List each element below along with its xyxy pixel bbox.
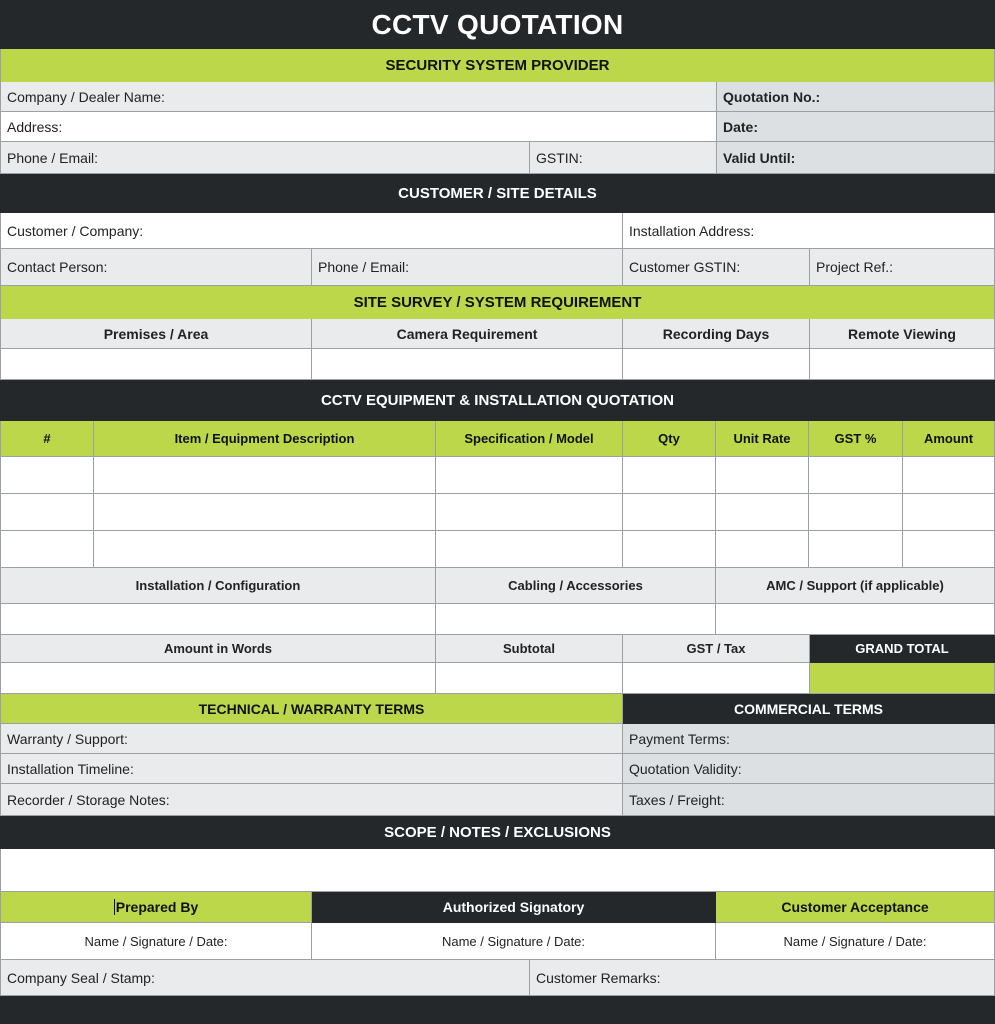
equipment-heading: CCTV EQUIPMENT & INSTALLATION QUOTATION: [0, 380, 995, 421]
equip-cell[interactable]: [903, 494, 995, 531]
grand-total-input[interactable]: [810, 663, 995, 694]
authorized-sign-field[interactable]: Name / Signature / Date:: [312, 923, 716, 960]
gst-tax-label: GST / Tax: [623, 635, 810, 663]
extras-col-cabling: Cabling / Accessories: [436, 568, 716, 604]
survey-remote-input[interactable]: [810, 349, 995, 380]
equip-cell[interactable]: [809, 494, 903, 531]
contact-person-field[interactable]: Contact Person:: [0, 249, 312, 286]
survey-col-premises: Premises / Area: [0, 319, 312, 349]
survey-camera-input[interactable]: [312, 349, 623, 380]
company-dealer-name-field[interactable]: Company / Dealer Name:: [0, 82, 717, 112]
technical-terms-heading: TECHNICAL / WARRANTY TERMS: [0, 694, 623, 724]
equip-col-specification: Specification / Model: [436, 421, 623, 457]
valid-until-field[interactable]: Valid Until:: [717, 142, 995, 174]
payment-terms-field[interactable]: Payment Terms:: [623, 724, 995, 754]
customer-acceptance-heading: Customer Acceptance: [716, 892, 995, 923]
acceptance-sign-field[interactable]: Name / Signature / Date:: [716, 923, 995, 960]
text-cursor: [114, 899, 115, 915]
equip-cell[interactable]: [623, 494, 716, 531]
page-title: CCTV QUOTATION: [0, 0, 995, 49]
survey-col-camera: Camera Requirement: [312, 319, 623, 349]
customer-phone-email-field[interactable]: Phone / Email:: [312, 249, 623, 286]
equip-col-number: #: [0, 421, 94, 457]
amount-in-words-input[interactable]: [0, 663, 436, 694]
equip-cell[interactable]: [436, 457, 623, 494]
equip-cell[interactable]: [716, 531, 809, 568]
provider-heading: SECURITY SYSTEM PROVIDER: [0, 49, 995, 82]
grand-total-label: GRAND TOTAL: [810, 635, 995, 663]
amount-in-words-label: Amount in Words: [0, 635, 436, 663]
prepared-by-heading[interactable]: [0, 892, 312, 923]
table-row: [0, 494, 995, 531]
prepared-by-label: Prepared By: [115, 899, 199, 915]
equip-cell[interactable]: [94, 531, 436, 568]
customer-heading: CUSTOMER / SITE DETAILS: [0, 174, 995, 213]
equip-cell[interactable]: [903, 531, 995, 568]
equip-col-qty: Qty: [623, 421, 716, 457]
installation-input[interactable]: [0, 604, 436, 635]
equip-col-gst: GST %: [809, 421, 903, 457]
date-field[interactable]: Date:: [717, 112, 995, 142]
survey-col-recording: Recording Days: [623, 319, 810, 349]
customer-company-field[interactable]: Customer / Company:: [0, 213, 623, 249]
authorized-signatory-heading: Authorized Signatory: [312, 892, 716, 923]
table-row: [0, 531, 995, 568]
customer-gstin-field[interactable]: Customer GSTIN:: [623, 249, 810, 286]
prepared-by-sign-field[interactable]: Name / Signature / Date:: [0, 923, 312, 960]
gst-tax-input[interactable]: [623, 663, 810, 694]
equip-col-description: Item / Equipment Description: [94, 421, 436, 457]
customer-remarks-field[interactable]: Customer Remarks:: [530, 960, 995, 996]
commercial-terms-heading: COMMERCIAL TERMS: [623, 694, 995, 724]
equip-col-amount: Amount: [903, 421, 995, 457]
equip-cell[interactable]: [0, 531, 94, 568]
quotation-no-field[interactable]: Quotation No.:: [717, 82, 995, 112]
equip-cell[interactable]: [94, 457, 436, 494]
provider-gstin-field[interactable]: GSTIN:: [530, 142, 717, 174]
extras-col-installation: Installation / Configuration: [0, 568, 436, 604]
provider-phone-email-field[interactable]: Phone / Email:: [0, 142, 530, 174]
warranty-support-field[interactable]: Warranty / Support:: [0, 724, 623, 754]
survey-recording-input[interactable]: [623, 349, 810, 380]
subtotal-label: Subtotal: [436, 635, 623, 663]
equip-cell[interactable]: [623, 457, 716, 494]
equip-cell[interactable]: [0, 494, 94, 531]
equip-cell[interactable]: [716, 494, 809, 531]
scope-notes-input[interactable]: [0, 849, 995, 892]
footer-bar: [0, 996, 995, 1024]
equip-cell[interactable]: [809, 531, 903, 568]
equip-cell[interactable]: [716, 457, 809, 494]
survey-col-remote: Remote Viewing: [810, 319, 995, 349]
equip-cell[interactable]: [0, 457, 94, 494]
table-row: [0, 457, 995, 494]
survey-premises-input[interactable]: [0, 349, 312, 380]
recorder-storage-field[interactable]: Recorder / Storage Notes:: [0, 784, 623, 816]
equip-cell[interactable]: [809, 457, 903, 494]
cabling-input[interactable]: [436, 604, 716, 635]
amc-input[interactable]: [716, 604, 995, 635]
address-field[interactable]: Address:: [0, 112, 717, 142]
survey-heading: SITE SURVEY / SYSTEM REQUIREMENT: [0, 286, 995, 319]
installation-address-field[interactable]: Installation Address:: [623, 213, 995, 249]
scope-heading: SCOPE / NOTES / EXCLUSIONS: [0, 816, 995, 849]
company-seal-field[interactable]: Company Seal / Stamp:: [0, 960, 530, 996]
quotation-validity-field[interactable]: Quotation Validity:: [623, 754, 995, 784]
taxes-freight-field[interactable]: Taxes / Freight:: [623, 784, 995, 816]
installation-timeline-field[interactable]: Installation Timeline:: [0, 754, 623, 784]
project-ref-field[interactable]: Project Ref.:: [810, 249, 995, 286]
equip-cell[interactable]: [903, 457, 995, 494]
equip-cell[interactable]: [94, 494, 436, 531]
equip-cell[interactable]: [436, 531, 623, 568]
subtotal-input[interactable]: [436, 663, 623, 694]
extras-col-amc: AMC / Support (if applicable): [716, 568, 995, 604]
equip-col-unit-rate: Unit Rate: [716, 421, 809, 457]
equip-cell[interactable]: [623, 531, 716, 568]
equip-cell[interactable]: [436, 494, 623, 531]
